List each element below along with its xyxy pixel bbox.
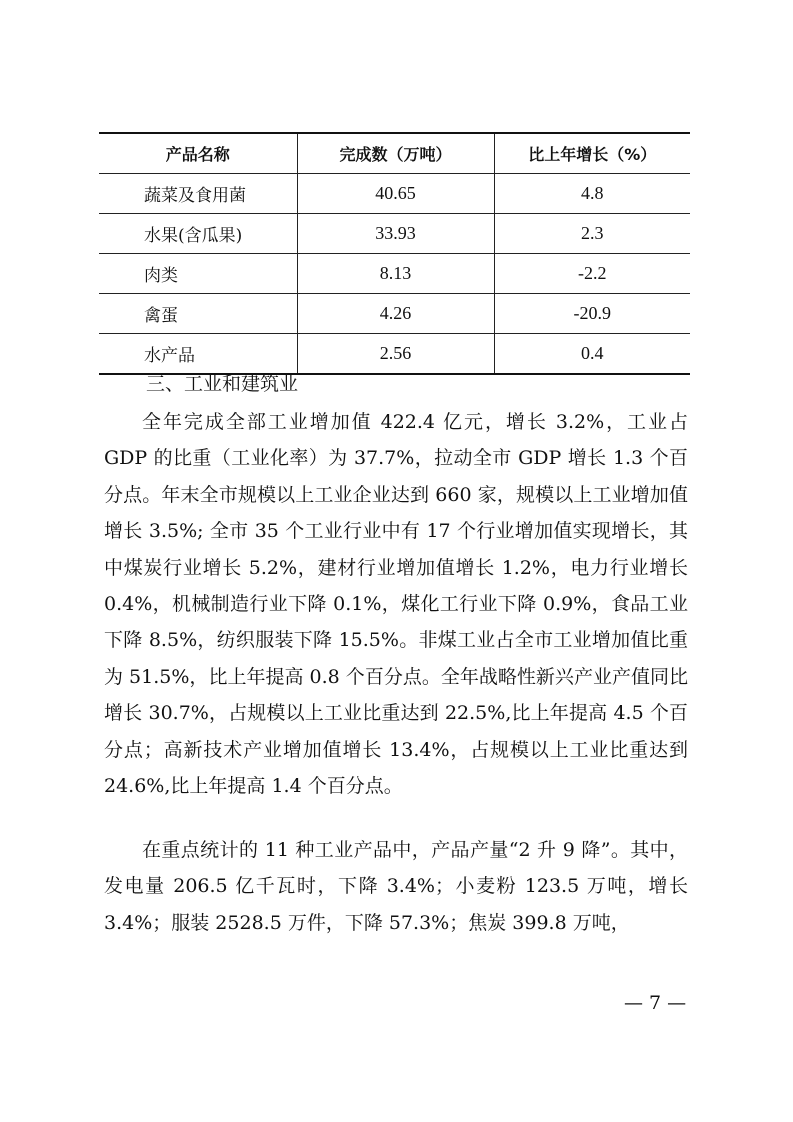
cell-growth: 4.8 [494, 174, 690, 214]
cell-product-name: 蔬菜及食用菌 [99, 174, 297, 214]
cell-growth: -20.9 [494, 294, 690, 334]
cell-growth: 0.4 [494, 334, 690, 375]
section-heading: 三、工业和建筑业 [146, 373, 299, 395]
product-output-table [99, 132, 690, 375]
table-row [99, 174, 690, 214]
cell-quantity: 8.13 [297, 254, 494, 294]
cell-product-name: 禽蛋 [99, 294, 297, 334]
cell-product-name: 肉类 [99, 254, 297, 294]
cell-product-name: 水果(含瓜果) [99, 214, 297, 254]
cell-quantity: 40.65 [297, 174, 494, 214]
table-row [99, 254, 690, 294]
page-number: — 7 — [624, 992, 687, 1014]
table-row [99, 294, 690, 334]
industry-paragraph: 全年完成全部工业增加值 422.4 亿元，增长 3.2%，工业占 GDP 的比重（工业化率）为 37.7%，拉动全市 GDP 增长 1.3 个百分点。年末全市规模以上工业企业达到 660 家，规模以上工业增加值增长 3.5%; 全市 35 个工业行业中有 17 个行业增加值实现增长，其中煤炭行业增长 5.2%，建材行业增加值增长 1.2%，电力行业增长 0.4%，机械制造行业下降 0.1%，煤化工行业下降 0.9%，食品工业下降 8.5%，纺织服装下降 15.5%。非煤工业占全市工业增加值比重为 51.5%，比上年提高 0.8 个百分点。全年战略性新兴产业产值同比增长 30.7%，占规模以上工业比重达到 22.5%,比上年提高 4.5 个百分点；高新技术产业增加值增长 13.4%，占规模以上工业比重达到 24.6%,比上年提高 1.4 个百分点。 [104, 411, 688, 798]
cell-growth: 2.3 [494, 214, 690, 254]
industrial-products-paragraph: 在重点统计的 11 种工业产品中，产品产量“2 升 9 降”。其中，发电量 206.5 亿千瓦时，下降 3.4%；小麦粉 123.5 万吨，增长 3.4%；服装 2528.5 万件，下降 57.3%；焦炭 399.8 万吨， [104, 839, 688, 934]
cell-quantity: 4.26 [297, 294, 494, 334]
table-header-row [99, 133, 690, 174]
header-quantity: 完成数（万吨） [297, 133, 494, 174]
cell-quantity: 33.93 [297, 214, 494, 254]
cell-quantity: 2.56 [297, 334, 494, 375]
header-product-name: 产品名称 [99, 133, 297, 174]
cell-growth: -2.2 [494, 254, 690, 294]
table-row [99, 214, 690, 254]
cell-product-name: 水产品 [99, 334, 297, 375]
header-growth: 比上年增长（%） [494, 133, 690, 174]
